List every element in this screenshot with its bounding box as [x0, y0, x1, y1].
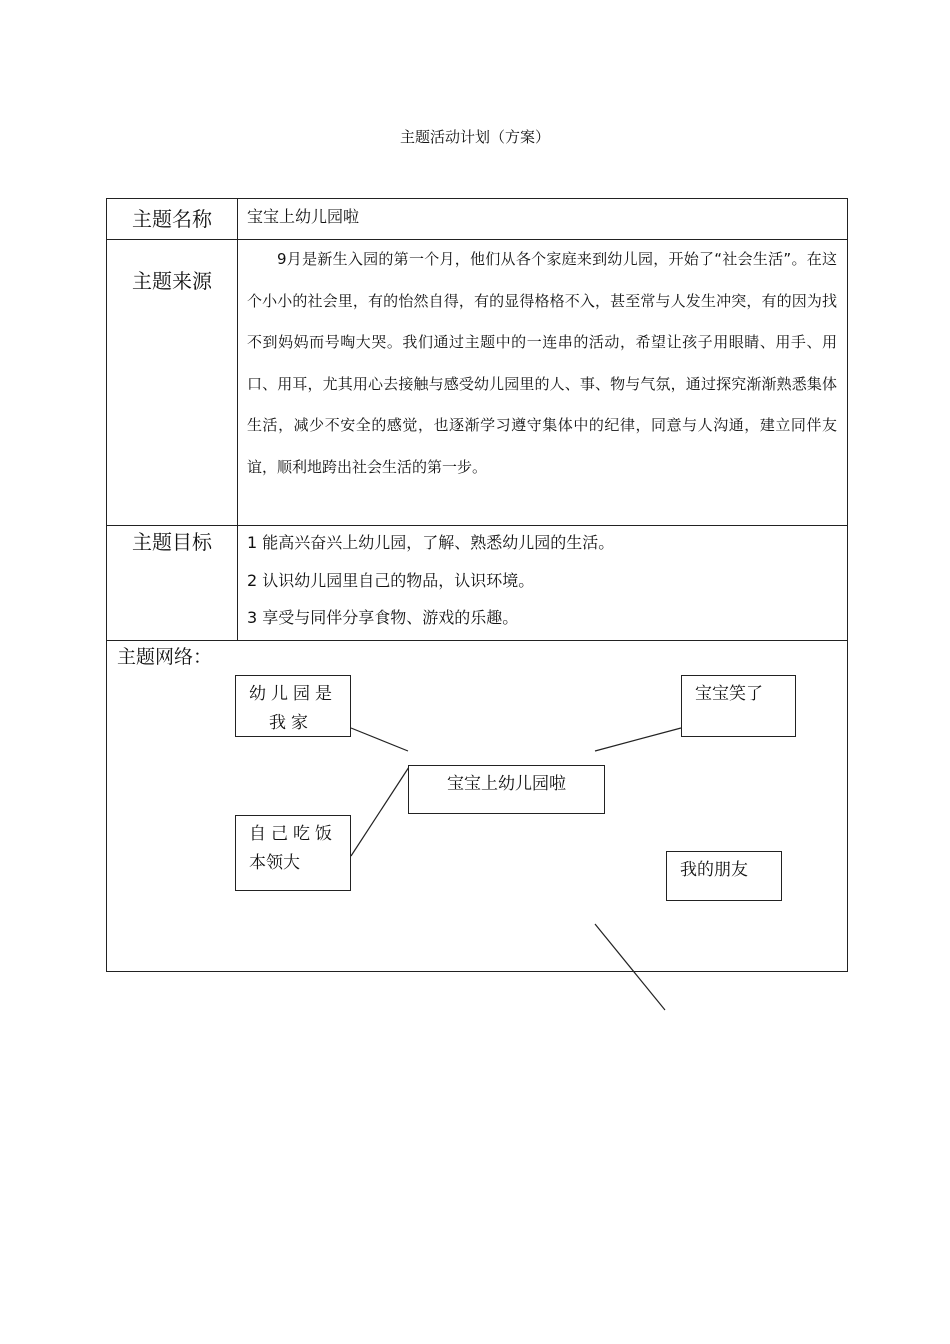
network-node-friend — [666, 851, 782, 901]
document-title: 主题活动计划（方案） — [399, 128, 550, 146]
connector-line — [595, 924, 665, 1010]
node-text-line: 自己吃饭 — [249, 824, 337, 844]
theme-source-text: 9月是新生入园的第一个月，他们从各个家庭来到幼儿园，开始了“社会生活”。在这个小小的社会里，有的怡然自得，有的显得格格不入，甚至常与人发生冲突，有的因为找不到妈妈而号啕大哭。我们通过主题中的一连串的活动，希望让孩子用眼睛、用手、用口、用耳，尤其用心去接触与感受幼儿园里的人、事、物与气氛，通过探究渐渐熟悉集体生活，减少不安全的感觉，也逐渐学习遵守集体中的纪律，同意与人沟通，建立同伴友谊，顺利地跨出社会生活的第一步。 — [247, 250, 837, 476]
goal-item: 3 享受与同伴分享食物、游戏的乐趣。 — [247, 608, 519, 627]
network-node-laugh — [681, 675, 796, 737]
node-text-line: 本领大 — [249, 853, 300, 873]
network-center-node — [408, 765, 605, 814]
network-center-text: 宝宝上幼儿园啦 — [447, 774, 566, 794]
node-text-line: 宝宝笑了 — [695, 684, 763, 704]
theme-goals-label: 主题目标 — [132, 530, 212, 554]
connector-line — [595, 728, 681, 751]
theme-name-value: 宝宝上幼儿园啦 — [247, 207, 360, 226]
node-text-line: 幼儿园是 — [249, 684, 337, 704]
connector-line — [351, 728, 408, 751]
network-node-eat — [235, 815, 351, 891]
connector-line — [351, 767, 409, 856]
goal-item: 1 能高兴奋兴上幼儿园，了解、熟悉幼儿园的生活。 — [247, 533, 615, 552]
theme-network-label: 主题网络： — [117, 646, 213, 668]
theme-name-label: 主题名称 — [132, 207, 212, 231]
network-node-home — [235, 675, 351, 737]
node-text-line: 我家 — [269, 713, 313, 733]
theme-source-label: 主题来源 — [132, 269, 212, 293]
goal-item: 2 认识幼儿园里自己的物品，认识环境。 — [247, 570, 535, 590]
node-text-line: 我的朋友 — [680, 860, 748, 880]
